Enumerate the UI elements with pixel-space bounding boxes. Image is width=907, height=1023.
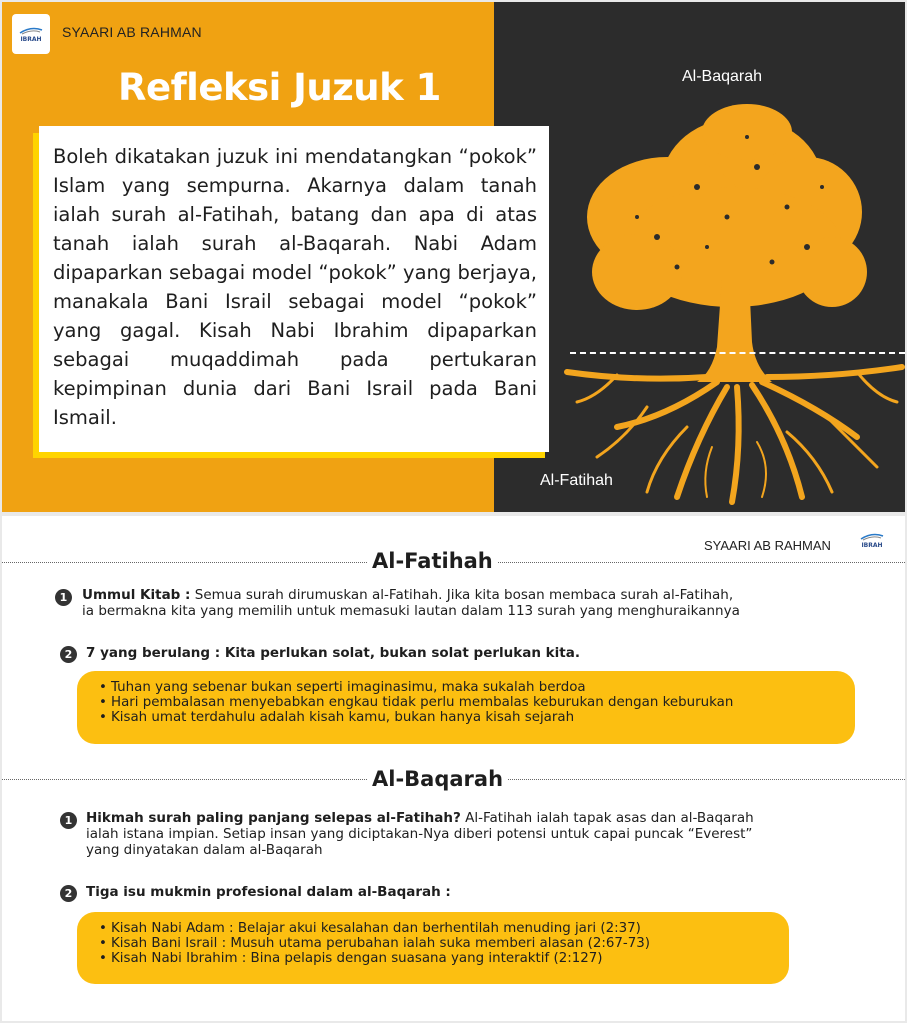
- point-heading: Hikmah surah paling panjang selepas al-Fatihah?: [86, 810, 461, 826]
- point-text: Al-Fatihah ialah tapak asas dan al-Baqarah: [460, 810, 754, 826]
- bullet-item: • Kisah umat terdahulu adalah kisah kamu, bukan hanya kisah sejarah: [111, 710, 855, 725]
- point-text-line2: ialah istana impian. Setiap insan yang diciptakan-Nya diberi potensi untuk capai puncak “Everest”: [86, 826, 753, 842]
- tree-icon: [557, 97, 905, 507]
- body-text: Boleh dikatakan juzuk ini mendatangkan “pokok” Islam yang sempurna. Akarnya dalam tanah ialah surah al-Fatihah, batang dan apa di atas tanah ialah surah al-Baqarah. Nabi Adam dipaparkan sebagai model “pokok” yang berjaya, manakala Bani Israil sebagai model “pokok” yang gagal. Kisah Nabi Ibrahim dipaparkan sebagai muqaddimah pada pertukaran kepimpinan dunia dari Bani Israil pada Bani Ismail.: [53, 145, 537, 429]
- label-fatihah: Al-Fatihah: [540, 472, 613, 489]
- bullet-item: • Hari pembalasan menyebabkan engkau tidak perlu membalas keburukan dengan keburukan: [111, 695, 855, 710]
- swoosh-icon: [18, 26, 44, 36]
- swoosh-icon: [859, 532, 885, 542]
- point-heading: Ummul Kitab :: [82, 587, 191, 603]
- fatihah-point-1: [82, 588, 892, 603]
- logo-text: IBRAH: [861, 542, 883, 549]
- fatihah-point-2: [86, 646, 580, 661]
- text-box: [39, 126, 549, 452]
- logo-text: IBRAH: [20, 35, 42, 43]
- slide-summary: [2, 516, 905, 1021]
- author-name: SYAARI AB RAHMAN: [704, 538, 831, 553]
- baqarah-point-2: [86, 885, 451, 900]
- point-heading: 7 yang berulang : Kita perlukan solat, bukan solat perlukan kita.: [86, 645, 580, 661]
- logo: [854, 532, 890, 556]
- label-baqarah: Al-Baqarah: [682, 68, 763, 85]
- point-heading: Tiga isu mukmin profesional dalam al-Baqarah :: [86, 884, 451, 900]
- point-text-line2: ia bermakna kita yang memilih untuk memasuki lautan dalam 113 surah yang menghuraikannya: [82, 603, 740, 619]
- baqarah-bullets: [77, 912, 789, 984]
- fatihah-bullets: [77, 671, 855, 744]
- bullet-item: • Kisah Nabi Adam : Belajar akui kesalahan dan berhentilah menuding jari (2:37): [111, 921, 789, 936]
- point-text: Semua surah dirumuskan al-Fatihah. Jika kita bosan membaca surah al-Fatihah,: [190, 587, 734, 603]
- section-title-baqarah: Al-Baqarah: [368, 767, 507, 791]
- point-text-line3: yang dinyatakan dalam al-Baqarah: [86, 842, 323, 858]
- baqarah-point-1: [86, 811, 896, 826]
- bullet-item: • Kisah Nabi Ibrahim : Bina pelapis dengan suasana yang interaktif (2:127): [111, 951, 789, 966]
- number-badge: 1: [60, 812, 77, 829]
- bullet-item: • Kisah Bani Israil : Musuh utama perubahan ialah suka memberi alasan (2:67-73): [111, 936, 789, 951]
- section-title-fatihah: Al-Fatihah: [368, 549, 497, 573]
- number-badge: 2: [60, 885, 77, 902]
- number-badge: 2: [60, 646, 77, 663]
- ground-line: [570, 352, 905, 354]
- author-name: SYAARI AB RAHMAN: [62, 24, 202, 40]
- bullet-item: • Tuhan yang sebenar bukan seperti imaginasimu, maka sukalah berdoa: [111, 680, 855, 695]
- logo: [12, 14, 50, 54]
- number-badge: 1: [55, 589, 72, 606]
- slide-title: Refleksi Juzuk 1: [118, 66, 441, 109]
- slide-refleksi: [2, 2, 905, 512]
